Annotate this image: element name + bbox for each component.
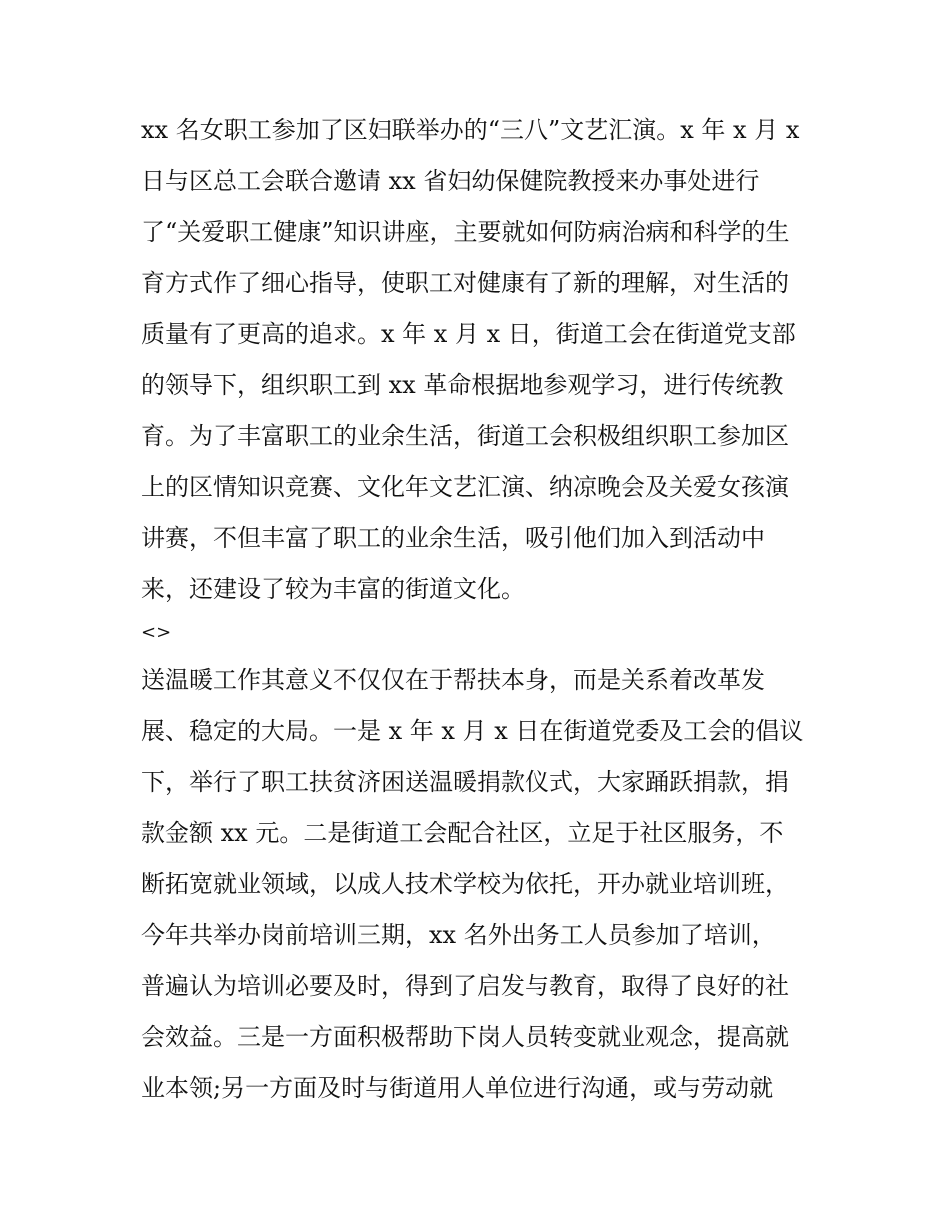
section-separator: <>: [141, 622, 172, 643]
paragraph-1-line: 来，还建设了较为丰富的街道文化。: [141, 575, 525, 603]
paragraph-1-line: 的领导下，组织职工到 xx 革命根据地参观学习，进行传统教: [141, 371, 784, 399]
paragraph-2-line: 今年共举办岗前培训三期，xx 名外出务工人员参加了培训，: [141, 921, 776, 949]
paragraph-2-line: 款金额 xx 元。二是街道工会配合社区，立足于社区服务，不: [141, 819, 784, 847]
paragraph-1-line: 讲赛，不但丰富了职工的业余生活，吸引他们加入到活动中: [141, 524, 765, 552]
paragraph-2-line: 断拓宽就业领域，以成人技术学校为依托，开办就业培训班，: [141, 870, 789, 898]
paragraph-2-line: 普遍认为培训必要及时，得到了启发与教育，取得了良好的社: [141, 972, 789, 1000]
paragraph-1-line: 上的区情知识竞赛、文化年文艺汇演、纳凉晚会及关爱女孩演: [141, 473, 789, 501]
paragraph-1-line: 育。为了丰富职工的业余生活，街道工会积极组织职工参加区: [141, 422, 789, 450]
paragraph-1-line: 日与区总工会联合邀请 xx 省妇幼保健院教授来办事处进行: [141, 167, 760, 195]
paragraph-2-line: 下，举行了职工扶贫济困送温暖捐款仪式，大家踊跃捐款，捐: [141, 768, 789, 796]
paragraph-2-line: 业本领;另一方面及时与街道用人单位进行沟通，或与劳动就: [141, 1074, 774, 1102]
paragraph-2-line: 送温暖工作其意义不仅仅在于帮扶本身，而是关系着改革发: [141, 666, 765, 694]
paragraph-2-line: 展、稳定的大局。一是 x 年 x 月 x 日在街道党委及工会的倡议: [141, 717, 804, 745]
paragraph-1-line: 了“关爱职工健康”知识讲座，主要就如何防病治病和科学的生: [141, 218, 790, 246]
paragraph-1-line: 育方式作了细心指导，使职工对健康有了新的理解，对生活的: [141, 269, 789, 297]
paragraph-2-line: 会效益。三是一方面积极帮助下岗人员转变就业观念，提高就: [141, 1023, 789, 1051]
paragraph-1-line: 质量有了更高的追求。x 年 x 月 x 日，街道工会在街道党支部: [141, 320, 796, 348]
paragraph-1-line: xx 名女职工参加了区妇联举办的“三八”文艺汇演。x 年 x 月 x: [141, 116, 800, 144]
